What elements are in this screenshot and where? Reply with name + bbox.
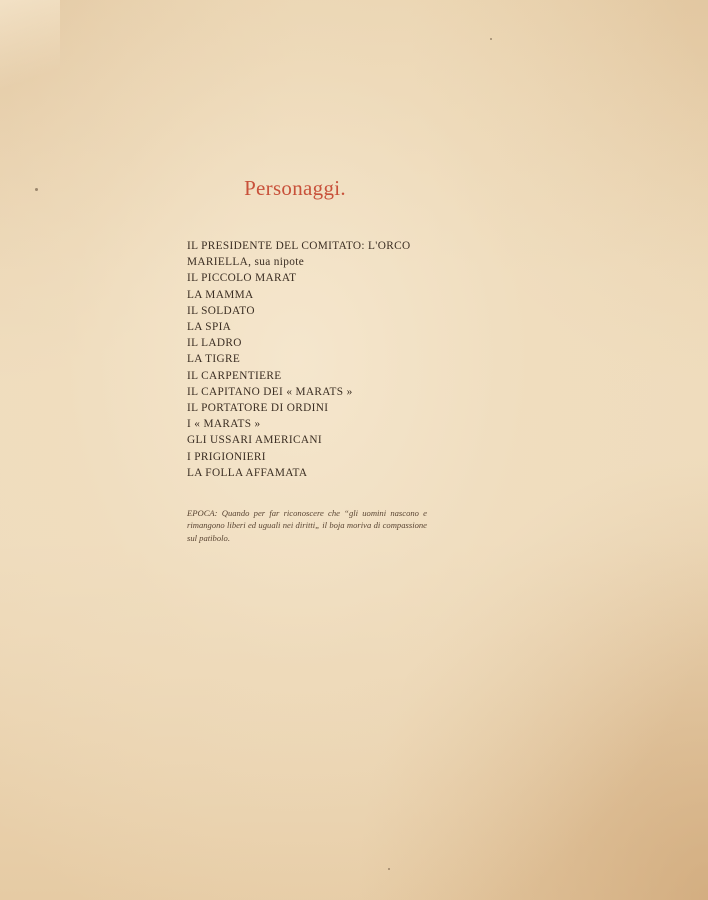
character-item: IL CARPENTIERE <box>187 369 282 382</box>
character-item: I « MARATS » <box>187 418 261 431</box>
paper-speck <box>35 188 38 191</box>
character-item: MARIELLA, sua nipote <box>187 256 305 269</box>
paper-speck <box>388 868 390 870</box>
character-item: IL PORTATORE DI ORDINI <box>187 402 329 415</box>
character-item: LA FOLLA AFFAMATA <box>187 466 308 479</box>
character-item: GLI USSARI AMERICANI <box>187 434 323 447</box>
character-item: IL PRESIDENTE DEL COMITATO: L'ORCO <box>187 240 411 252</box>
character-item: IL LADRO <box>187 337 242 350</box>
paper-crease <box>0 0 60 130</box>
epoca-note: EPOCA: Quando per far riconoscere che “gli uomini nascono e rimangono liberi ed uguali nei diritti„ il boja moriva di compassione sul patibolo. <box>187 508 427 543</box>
paper-speck <box>490 38 492 40</box>
character-item: LA TIGRE <box>187 353 241 366</box>
page-title: Personaggi. <box>244 176 346 200</box>
character-item: I PRIGIONIERI <box>187 450 266 463</box>
character-item: IL PICCOLO MARAT <box>187 272 297 285</box>
character-item: LA SPIA <box>187 321 232 334</box>
character-list <box>187 238 410 481</box>
character-item: LA MAMMA <box>187 288 254 301</box>
character-item: IL SOLDATO <box>187 304 255 317</box>
character-item: IL CAPITANO DEI « MARATS » <box>187 385 353 398</box>
